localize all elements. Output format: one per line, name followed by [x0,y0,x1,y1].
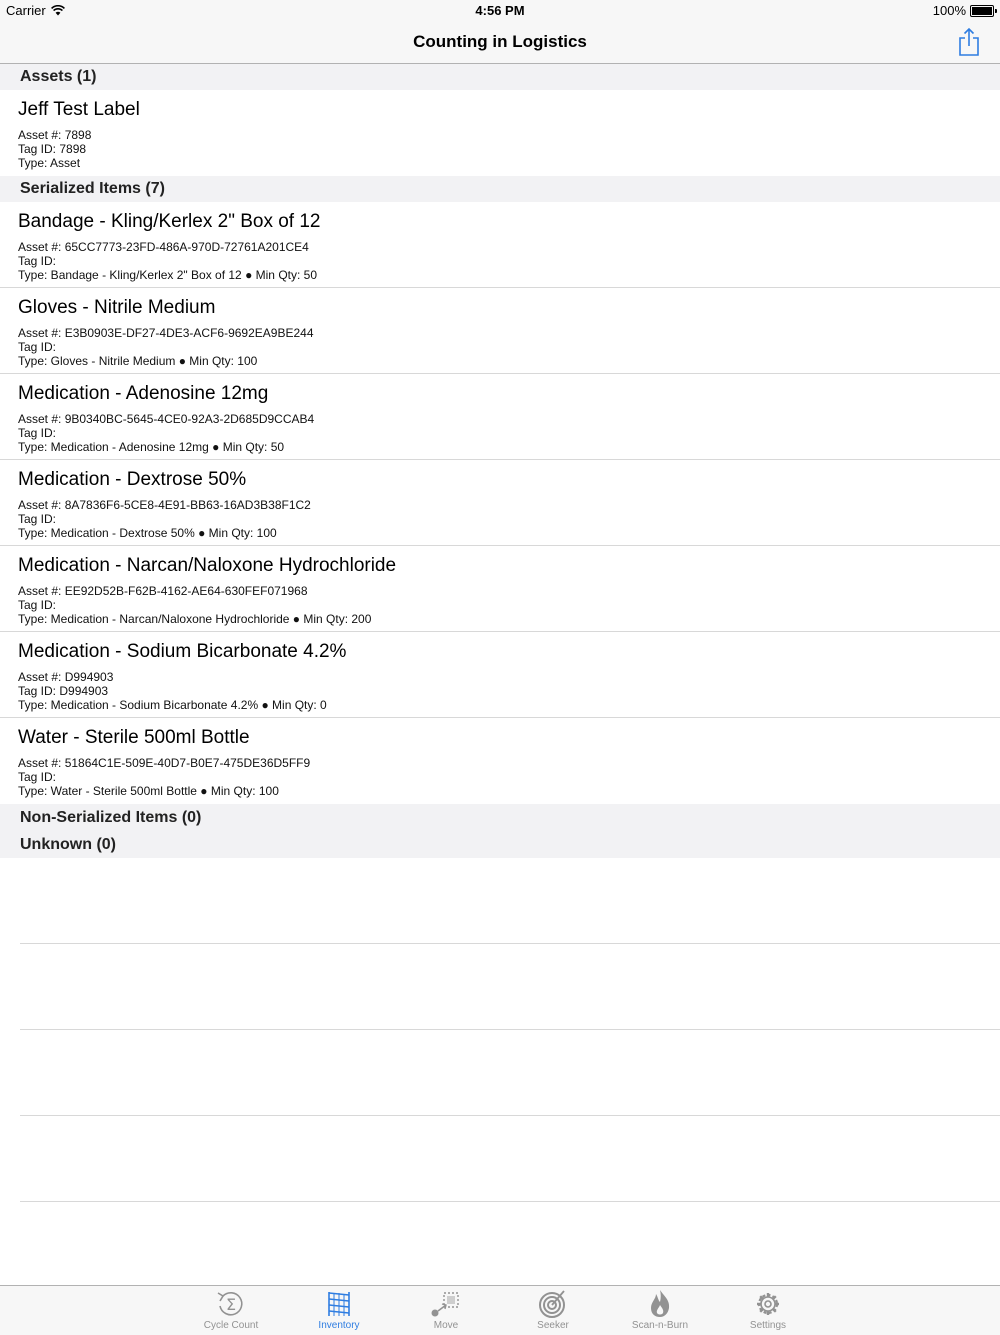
item-title: Gloves - Nitrile Medium [18,297,216,318]
cycle-count-icon [214,1288,248,1320]
tab-label: Scan-n-Burn [631,1320,689,1331]
item-title: Water - Sterile 500ml Bottle [18,727,250,748]
item-title: Medication - Dextrose 50% [18,469,247,490]
item-tag-id: Tag ID: [18,512,57,526]
item-type: Type: Water - Sterile 500ml Bottle ● Min Qty: 100 [18,784,279,798]
item-asset-number: Asset #: E3B0903E-DF27-4DE3-ACF6-9692EA9BE244 [18,326,314,340]
item-asset-number: Asset #: D994903 [18,670,114,684]
settings-icon [751,1288,785,1320]
status-bar [0,0,1000,22]
list-item[interactable] [0,202,1000,288]
item-tag-id: Tag ID: [18,598,57,612]
carrier-label: Carrier [6,3,46,18]
item-asset-number: Asset #: EE92D52B-F62B-4162-AE64-630FEF071968 [18,584,308,598]
item-type: Type: Medication - Narcan/Naloxone Hydrochloride ● Min Qty: 200 [18,612,372,626]
row-separator [20,1115,1000,1116]
item-asset-number: Asset #: 51864C1E-509E-40D7-B0E7-475DE36D5FF9 [18,756,311,770]
tab-scan-n-burn[interactable] [615,1286,705,1335]
list-item[interactable] [0,632,1000,718]
svg-text:Σ: Σ [225,1295,237,1314]
battery-percent: 100% [932,3,966,18]
section-header-non-serialized: Non-Serialized Items (0) [0,804,1000,831]
empty-table-area [0,858,1000,1284]
item-type: Type: Medication - Sodium Bicarbonate 4.2% ● Min Qty: 0 [18,698,327,712]
inventory-icon [322,1288,356,1320]
tab-bar [0,1285,1000,1335]
tab-cycle-count[interactable] [186,1286,276,1335]
tab-label: Inventory [318,1320,360,1331]
scan-n-burn-icon [643,1288,677,1320]
list-item[interactable] [0,90,1000,176]
tab-label: Settings [749,1320,787,1331]
row-separator [20,1029,1000,1030]
item-type: Type: Asset [18,156,81,170]
item-title: Medication - Narcan/Naloxone Hydrochloride [18,555,397,576]
battery-indicator [933,3,994,18]
tab-label: Cycle Count [203,1320,259,1331]
row-separator [20,943,1000,944]
list-item[interactable] [0,546,1000,632]
item-title: Bandage - Kling/Kerlex 2" Box of 12 [18,211,321,232]
item-tag-id: Tag ID: [18,340,57,354]
tab-move[interactable] [401,1286,491,1335]
item-tag-id: Tag ID: 7898 [18,142,87,156]
item-asset-number: Asset #: 65CC7773-23FD-486A-970D-72761A201CE4 [18,240,309,254]
seeker-icon [536,1288,570,1320]
page-title: Counting in Logistics [413,32,587,51]
move-icon [429,1288,463,1320]
inventory-list [0,64,1000,1284]
item-tag-id: Tag ID: D994903 [18,684,109,698]
section-header-unknown: Unknown (0) [0,831,1000,858]
item-asset-number: Asset #: 7898 [18,128,92,142]
tab-label: Move [433,1320,459,1331]
item-asset-number: Asset #: 8A7836F6-5CE8-4E91-BB63-16AD3B38F1C2 [18,498,311,512]
section-header-assets: Assets (1) [0,64,1000,90]
item-tag-id: Tag ID: [18,254,57,268]
list-item[interactable] [0,460,1000,546]
status-time: 4:56 PM [475,3,525,18]
tab-label: Seeker [537,1320,569,1331]
list-item[interactable] [0,374,1000,460]
navigation-bar [0,22,1000,64]
item-title: Medication - Sodium Bicarbonate 4.2% [18,641,347,662]
row-separator [20,1201,1000,1202]
list-item[interactable] [0,288,1000,374]
item-asset-number: Asset #: 9B0340BC-5645-4CE0-92A3-2D685D9CCAB4 [18,412,315,426]
item-type: Type: Gloves - Nitrile Medium ● Min Qty: 100 [18,354,258,368]
item-title: Jeff Test Label [18,99,140,120]
item-type: Type: Medication - Adenosine 12mg ● Min Qty: 50 [18,440,285,454]
list-item[interactable] [0,718,1000,804]
item-title: Medication - Adenosine 12mg [18,383,269,404]
section-header-serialized: Serialized Items (7) [0,176,1000,202]
item-tag-id: Tag ID: [18,426,57,440]
item-type: Type: Bandage - Kling/Kerlex 2" Box of 12 ● Min Qty: 50 [18,268,317,282]
item-type: Type: Medication - Dextrose 50% ● Min Qty: 100 [18,526,277,540]
item-tag-id: Tag ID: [18,770,57,784]
tab-inventory[interactable] [294,1286,384,1335]
battery-icon [970,5,994,17]
share-icon[interactable] [956,27,982,57]
tab-settings[interactable] [723,1286,813,1335]
tab-seeker[interactable] [508,1286,598,1335]
